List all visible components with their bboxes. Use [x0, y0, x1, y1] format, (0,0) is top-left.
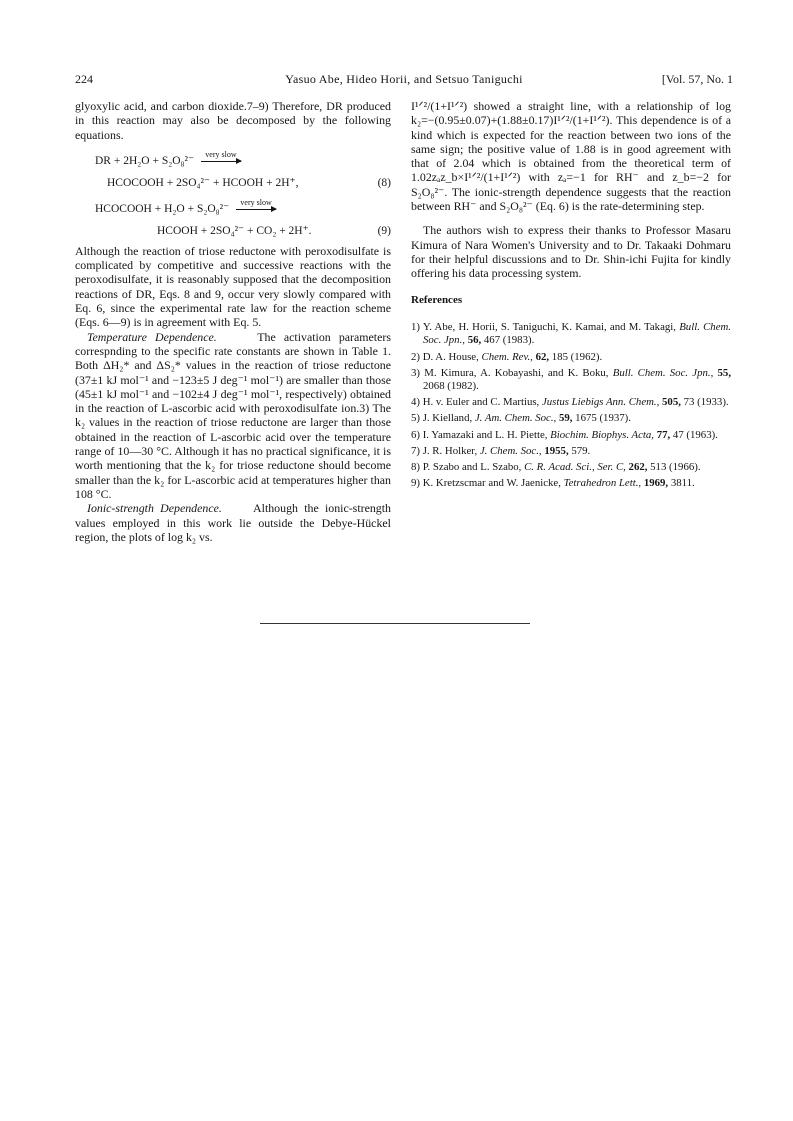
paragraph-ionic [75, 501, 391, 544]
eq8-number: (8) [377, 176, 391, 189]
reference-pages-year: 73 (1933). [683, 396, 729, 409]
reference-pages-year: 467 (1983). [483, 334, 535, 347]
reference-volume: 55, [717, 366, 732, 379]
reference-pages-year: 185 (1962). [551, 350, 603, 363]
running-header [75, 72, 733, 88]
eq8-lhs: DR + 2H₂O + S₂O₈²⁻ [95, 154, 195, 167]
section-heading-temperature: Temperature Dependence. [87, 329, 217, 344]
reference-number: 1) [411, 320, 420, 333]
reference-authors: J. Kielland, [422, 412, 473, 425]
reference-authors: H. v. Euler and C. Martius, [422, 396, 540, 409]
reference-item [411, 367, 731, 394]
reference-number: 5) [411, 412, 420, 425]
left-column [75, 99, 391, 544]
equation-8-line2 [75, 170, 391, 192]
eq9-rhs: HCOOH + 2SO₄²⁻ + CO₂ + 2H⁺. [157, 224, 312, 237]
running-authors: Yasuo Abe, Hideo Horii, and Setsuo Taniguchi [285, 72, 523, 86]
page-number: 224 [75, 72, 93, 86]
reference-pages-year: 47 (1963). [672, 428, 718, 441]
references-heading: References [411, 293, 463, 306]
arrow-label: very slow [240, 197, 272, 207]
reference-volume: 1955, [544, 444, 569, 457]
reference-pages-year: 1675 (1937). [575, 412, 631, 425]
equation-9-line2 [75, 218, 391, 240]
reference-pages-year: 3811. [670, 476, 695, 489]
reference-item [411, 321, 731, 348]
reference-item [411, 429, 731, 443]
reference-list [411, 321, 731, 491]
eq9-number: (9) [377, 224, 391, 237]
reference-journal: J. Am. Chem. Soc., [474, 412, 557, 425]
reference-number: 9) [411, 476, 420, 489]
reference-item [411, 396, 731, 410]
reference-item [411, 477, 731, 491]
reference-authors: K. Kretzscmar and W. Jaenicke, [422, 476, 561, 489]
temperature-text: The activation parameters correspnding to the specific rate constants are shown in Table 1. Both ΔH₂* and ΔS₂* values in the reaction of triose reductone (37±1 kJ mol⁻¹ and −123±5 J deg⁻¹ mol⁻¹) are smaller than those (45±1 kJ mol⁻¹ and −102±4 J deg⁻¹ mol⁻¹, respectively) obtained in the reaction of L-ascorbic acid with peroxodisulfate ion.3) The k₂ values in the reaction of triose reductone are larger than those obtained in the reaction of L-ascorbic acid over the temperature range of 10—30 °C. Although it has no practical significance, it is worth mentioning that the k₂ for triose reductone should become smaller than the k₂ for L-ascorbic acid at temperatures higher than 108 °C. [75, 329, 391, 501]
reference-number: 2) [411, 350, 420, 363]
ionic-text: Although the ionic-strength values employed in this work lie outside the Debye-Hückel region, the plots of log k₂ vs. [75, 501, 391, 544]
reaction-arrow [201, 149, 241, 162]
reference-authors: Y. Abe, H. Horii, S. Taniguchi, K. Kamai, and M. Takagi, [422, 320, 676, 333]
reference-item [411, 461, 731, 475]
eq8-rhs: HCOCOOH + 2SO₄²⁻ + HCOOH + 2H⁺, [107, 176, 299, 189]
paragraph-intro: glyoxylic acid, and carbon dioxide.7–9) Therefore, DR produced in this reaction may also be decomposed by the following equations. [75, 99, 391, 142]
paragraph-temperature [75, 330, 391, 502]
eq9-lhs: HCOCOOH + H₂O + S₂O₈²⁻ [95, 202, 230, 215]
reference-volume: 77, [656, 428, 671, 441]
reference-pages-year: 579. [571, 444, 591, 457]
reference-journal: Bull. Chem. Soc. Jpn., [612, 366, 714, 379]
reference-authors: I. Yamazaki and L. H. Piette, [422, 428, 548, 441]
reference-volume: 59, [558, 412, 573, 425]
right-column [411, 99, 731, 493]
reference-volume: 262, [628, 460, 648, 473]
equation-8-line1 [75, 148, 391, 170]
reference-authors: M. Kimura, A. Kobayashi, and K. Boku, [424, 366, 609, 379]
reaction-arrow [236, 197, 276, 210]
reference-item [411, 445, 731, 459]
equation-9-line1 [75, 196, 391, 218]
reference-number: 8) [411, 460, 420, 473]
reference-number: 4) [411, 396, 420, 409]
reference-journal: Chem. Rev., [481, 350, 533, 363]
reference-journal: Biochim. Biophys. Acta, [550, 428, 655, 441]
reference-volume: 56, [467, 334, 482, 347]
reference-item [411, 351, 731, 365]
arrow-label: very slow [205, 149, 237, 159]
reference-authors: D. A. House, [422, 350, 479, 363]
reference-volume: 1969, [643, 476, 669, 489]
volume-info: [Vol. 57, No. 1 [661, 72, 733, 86]
reference-authors: J. R. Holker, [422, 444, 478, 457]
reference-journal: Justus Liebigs Ann. Chem., [541, 396, 660, 409]
paragraph-ionic-continued: I¹ᐟ²/(1+I¹ᐟ²) showed a straight line, with a relationship of log k₂=−(0.95±0.07)+(1.88±0.17)I¹ᐟ²/(1+I¹ᐟ²). This dependence is of a kind which is expected for the reaction between two ions of the same sign; the positive value of 1.88 is in good agreement with that of 2.04 which is obtained from the theoretical term of 1.02zₐz_b×I¹ᐟ²/(1+I¹ᐟ²) with zₐ=−1 for RH⁻ and z_b=−2 for S₂O₈²⁻. The ionic-strength dependence suggests that the reaction between RH⁻ and S₂O₈²⁻ (Eq. 6) is the rate-determining step. [411, 99, 731, 214]
section-heading-ionic: Ionic-strength Dependence. [87, 501, 222, 516]
reference-volume: 62, [535, 350, 550, 363]
reference-number: 7) [411, 444, 420, 457]
paragraph-acknowledgment: The authors wish to express their thanks to Professor Masaru Kimura of Nara Women's University and to Dr. Takaaki Dohmaru for their helpful discussions and to Dr. Shin-ichi Fujita for kindly offering his data processing system. [411, 223, 731, 281]
reference-pages-year: 513 (1966). [650, 460, 701, 473]
reference-journal: Tetrahedron Lett., [563, 476, 642, 489]
reference-journal: J. Chem. Soc., [479, 444, 542, 457]
reference-journal: C. R. Acad. Sci., Ser. C, [524, 460, 626, 473]
reference-number: 6) [411, 428, 420, 441]
reference-volume: 505, [662, 396, 681, 409]
reference-journal: Bull. Chem. Soc. Jpn., [423, 320, 731, 347]
reference-authors: P. Szabo and L. Szabo, [422, 460, 522, 473]
reference-pages-year: 2068 (1982). [423, 380, 479, 393]
paragraph-mechanism: Although the reaction of triose reductone with peroxodisulfate is complicated by competitive and successive reactions with the peroxodisulfate, it is reasonably supposed that the decomposition reactions of DR, Eqs. 8 and 9, occur very slowly compared with Eq. 6, since the experimental rate law for the reaction scheme (Eqs. 6—9) is in agreement with Eq. 5. [75, 243, 391, 330]
reference-number: 3) [411, 366, 420, 379]
reference-item [411, 412, 731, 426]
end-rule [260, 623, 530, 624]
